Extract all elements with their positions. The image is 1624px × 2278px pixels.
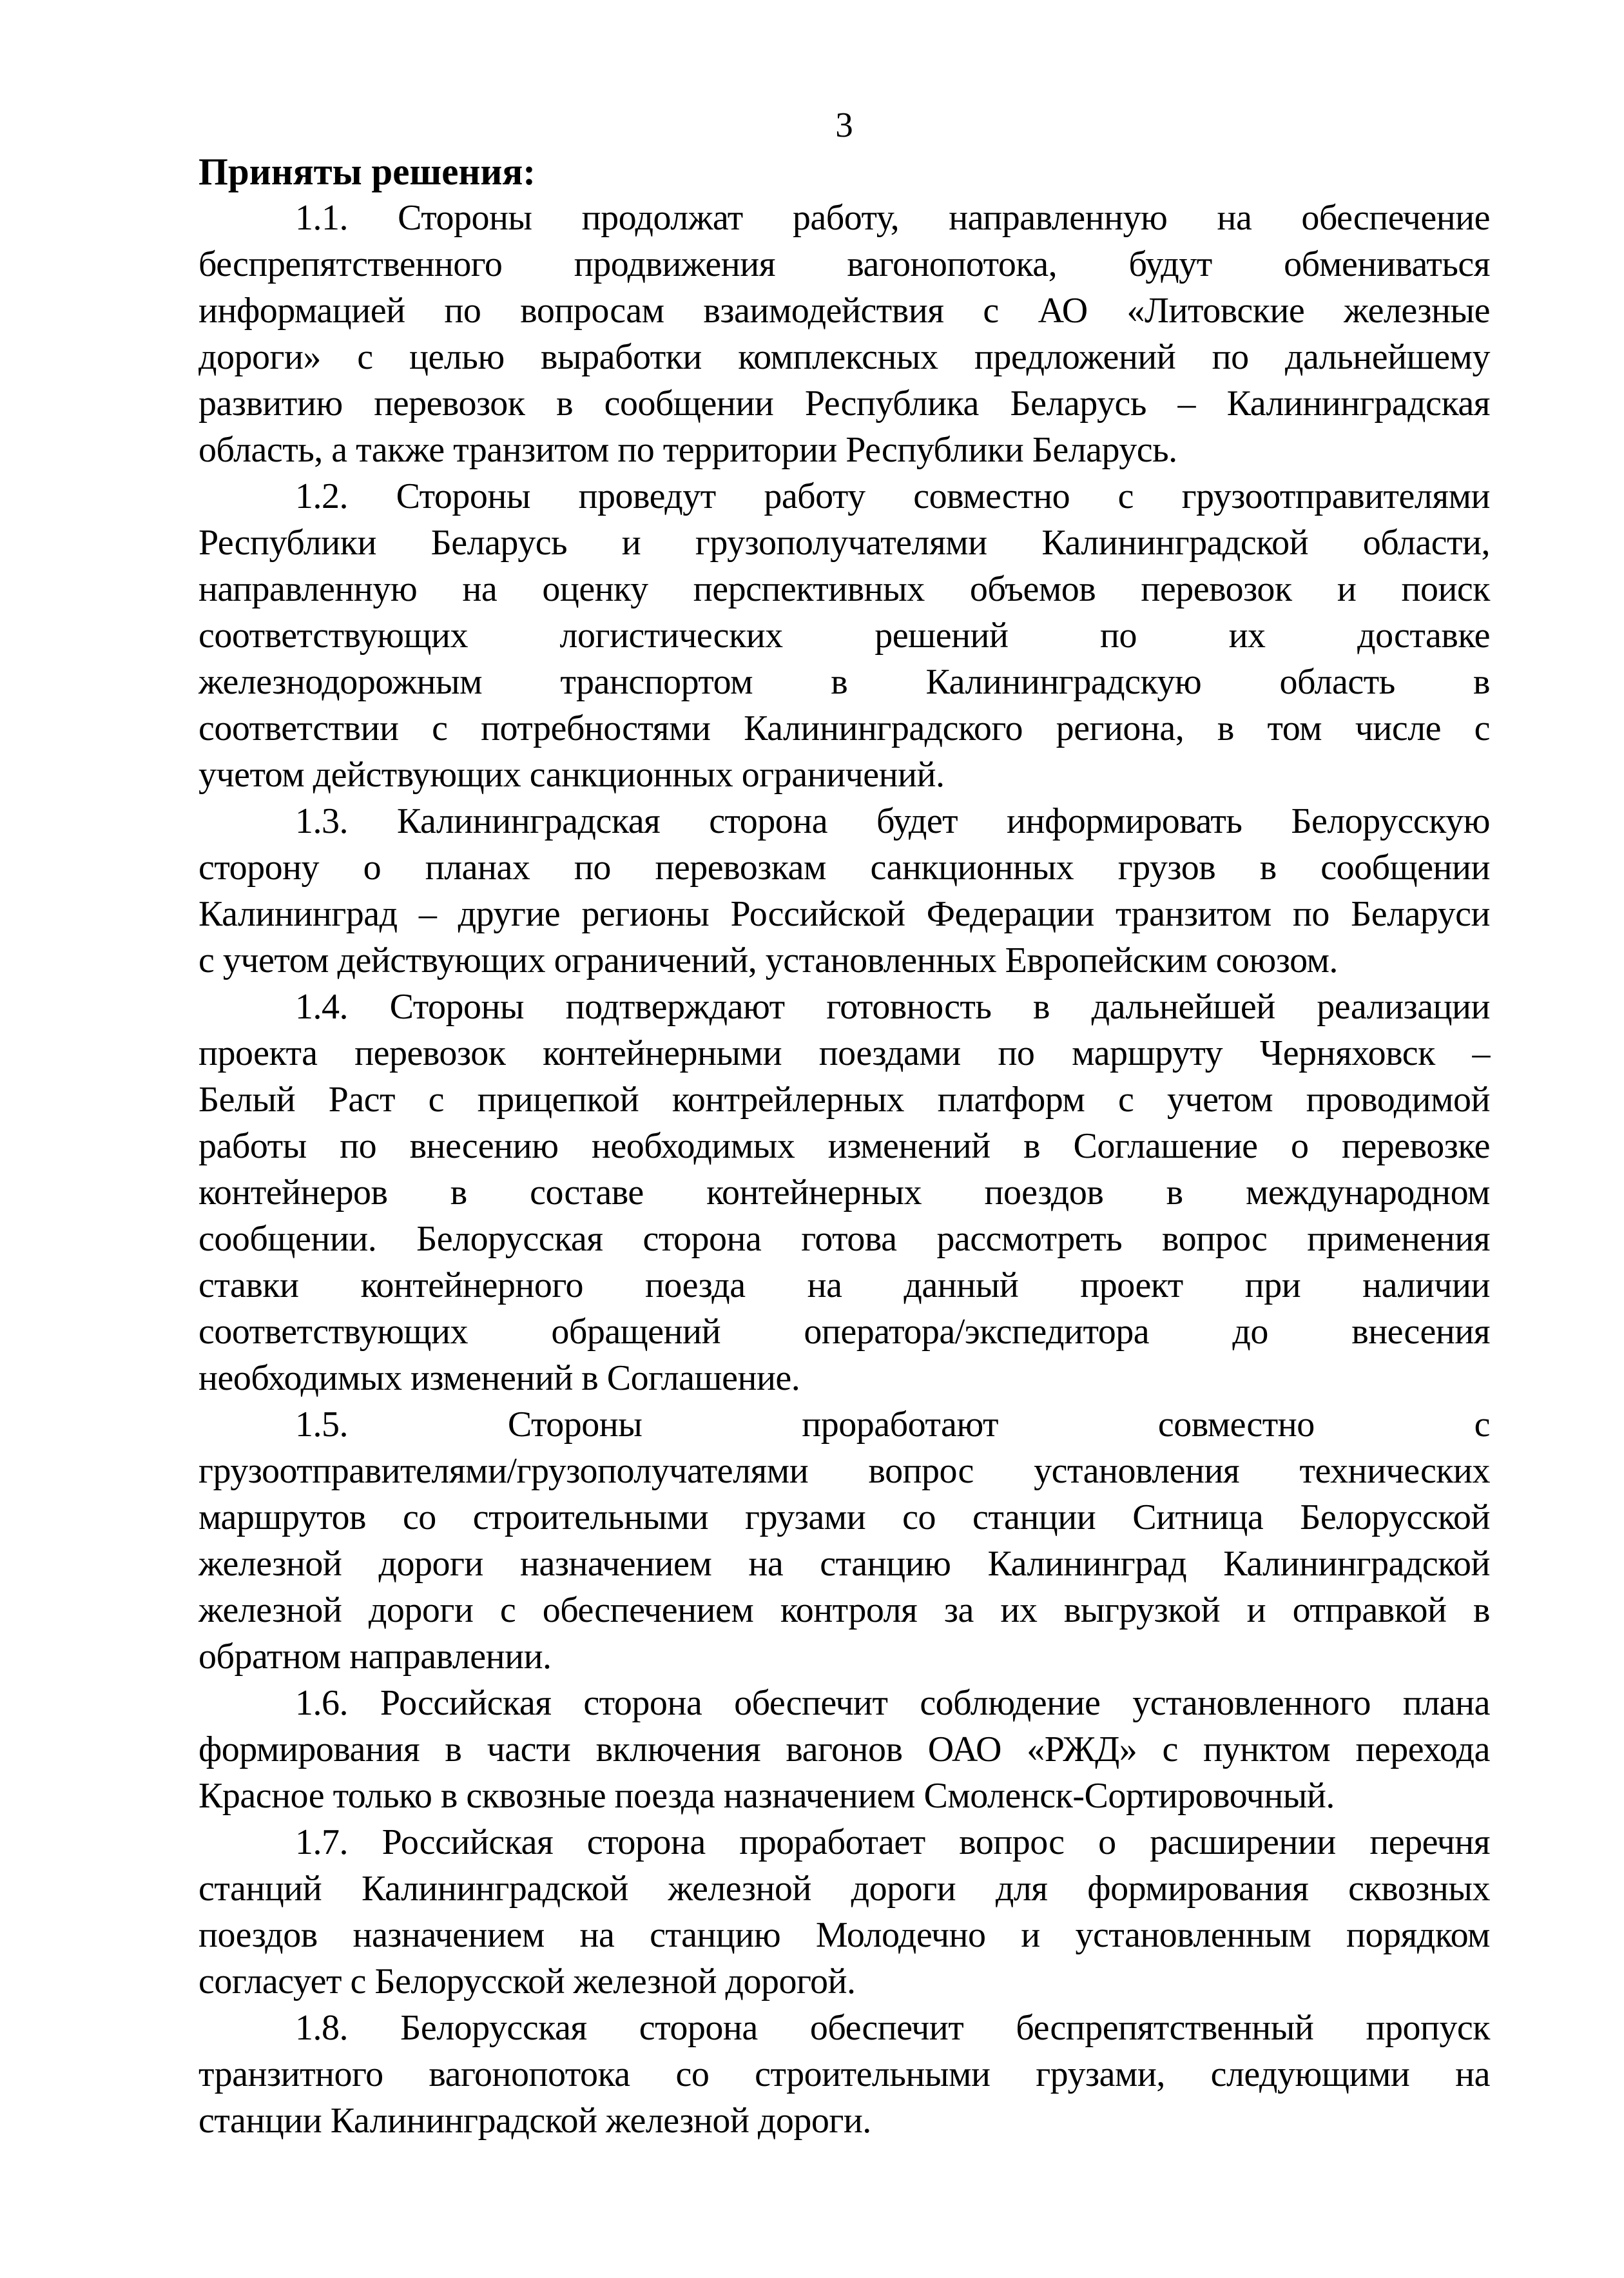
- text-line: с учетом действующих ограничений, установленных Европейским союзом.: [198, 940, 1338, 980]
- paragraph: [198, 984, 1490, 1401]
- paragraph: [198, 473, 1490, 798]
- text-line: сообщении. Белорусская сторона готова рассмотреть вопрос применения: [198, 1219, 1490, 1259]
- text-line: 1.6. Российская сторона обеспечит соблюдение установленного плана: [295, 1683, 1490, 1723]
- paragraph: [198, 1401, 1490, 1680]
- text-line: работы по внесению необходимых изменений в Соглашение о перевозке: [198, 1126, 1490, 1166]
- text-line: формирования в части включения вагонов ОАО «РЖД» с пунктом перехода: [198, 1729, 1490, 1769]
- text-line: область, а также транзитом по территории Республики Беларусь.: [198, 430, 1177, 470]
- paragraph: [198, 798, 1490, 984]
- page-number: 3: [835, 105, 853, 144]
- text-line: необходимых изменений в Соглашение.: [198, 1358, 800, 1398]
- text-line: соответствии с потребностями Калининградского региона, в том числе с: [198, 708, 1490, 748]
- text-line: станций Калининградской железной дороги для формирования сквозных: [198, 1869, 1490, 1909]
- text-line: железной дороги с обеспечением контроля за их выгрузкой и отправкой в: [198, 1590, 1490, 1630]
- text-line: развитию перевозок в сообщении Республика Беларусь – Калининградская: [198, 384, 1490, 423]
- text-line: контейнеров в составе контейнерных поездов в международном: [198, 1173, 1490, 1212]
- document-content: [198, 102, 1490, 2144]
- text-line: 1.5. Стороны проработают совместно с: [295, 1405, 1490, 1445]
- text-line: обратном направлении.: [198, 1637, 552, 1677]
- text-line: маршрутов со строительными грузами со станции Ситница Белорусской: [198, 1497, 1490, 1537]
- text-line: учетом действующих санкционных ограничений.: [198, 755, 945, 795]
- text-line: транзитного вагонопотока со строительными грузами, следующими на: [198, 2054, 1490, 2094]
- paragraph: [198, 195, 1490, 473]
- text-line: Калининград – другие регионы Российской Федерации транзитом по Беларуси: [198, 894, 1490, 934]
- text-line: Республики Беларусь и грузополучателями Калининградской области,: [198, 523, 1490, 563]
- document-body: [198, 195, 1490, 2144]
- paragraph: [198, 1819, 1490, 2005]
- text-line: 1.4. Стороны подтверждают готовность в дальнейшей реализации: [295, 987, 1490, 1027]
- text-line: 1.2. Стороны проведут работу совместно с грузоотправителями: [295, 476, 1490, 516]
- section-heading: Приняты решения:: [198, 150, 536, 193]
- text-line: станции Калининградской железной дороги.: [198, 2101, 871, 2141]
- text-line: поездов назначением на станцию Молодечно и установленным порядком: [198, 1915, 1490, 1955]
- text-line: железной дороги назначением на станцию Калининград Калининградской: [198, 1544, 1490, 1584]
- paragraph: [198, 1680, 1490, 1819]
- text-line: беспрепятственного продвижения вагонопотока, будут обмениваться: [198, 244, 1490, 284]
- text-line: ставки контейнерного поезда на данный проект при наличии: [198, 1265, 1490, 1305]
- text-line: 1.7. Российская сторона проработает вопрос о расширении перечня: [295, 1822, 1490, 1862]
- text-line: 1.1. Стороны продолжат работу, направленную на обеспечение: [295, 198, 1490, 238]
- text-line: грузоотправителями/грузополучателями вопрос установления технических: [198, 1451, 1490, 1491]
- text-line: Белый Раст с прицепкой контрейлерных платформ с учетом проводимой: [198, 1080, 1490, 1120]
- text-line: проекта перевозок контейнерными поездами по маршруту Черняховск –: [198, 1033, 1490, 1073]
- text-line: согласует с Белорусской железной дорогой.: [198, 1962, 856, 2001]
- text-line: 1.3. Калининградская сторона будет информировать Белорусскую: [295, 801, 1490, 841]
- text-line: информацией по вопросам взаимодействия с АО «Литовские железные: [198, 291, 1490, 331]
- text-line: железнодорожным транспортом в Калининградскую область в: [198, 662, 1490, 702]
- text-line: 1.8. Белорусская сторона обеспечит беспрепятственный пропуск: [295, 2008, 1490, 2048]
- text-line: направленную на оценку перспективных объемов перевозок и поиск: [198, 569, 1490, 609]
- text-line: сторону о планах по перевозкам санкционных грузов в сообщении: [198, 848, 1490, 888]
- text-line: соответствующих логистических решений по их доставке: [198, 616, 1490, 656]
- text-line: Красное только в сквозные поезда назначением Смоленск-Сортировочный.: [198, 1776, 1335, 1816]
- text-line: дороги» с целью выработки комплексных предложений по дальнейшему: [198, 337, 1490, 377]
- text-line: соответствующих обращений оператора/экспедитора до внесения: [198, 1312, 1490, 1352]
- paragraph: [198, 2005, 1490, 2144]
